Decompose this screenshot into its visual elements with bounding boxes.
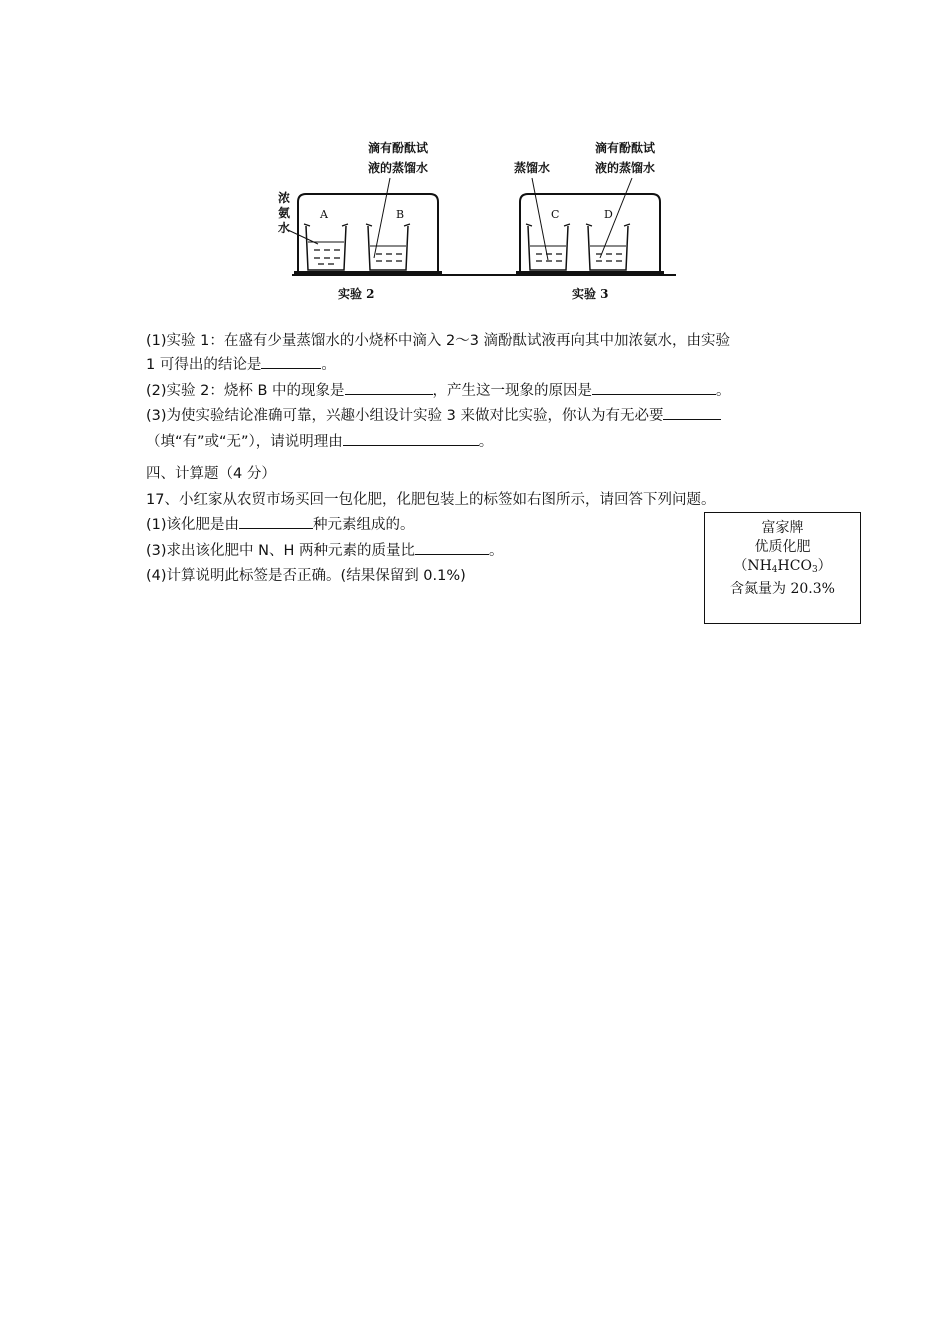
- pointer-line-ammonia: [288, 230, 318, 244]
- answer-blank-mass-ratio[interactable]: [415, 540, 489, 555]
- beaker-d: [586, 224, 630, 270]
- question-2-prefix: (2)实验 2：烧杯 B 中的现象是: [146, 383, 345, 399]
- answer-blank-q3-reason[interactable]: [343, 431, 479, 446]
- formula-close: ）: [817, 558, 832, 574]
- beaker-label-c: C: [551, 208, 560, 221]
- question-1-line-2: [146, 354, 336, 376]
- ammonia-label-2: 氨: [278, 206, 291, 220]
- sub-3-suffix: 。: [489, 543, 504, 559]
- beaker-label-b: B: [396, 208, 405, 221]
- ammonia-label-1: 浓: [278, 191, 291, 205]
- problem-17-sub-4: [146, 565, 466, 587]
- phenol-annotation-line1-right: 滴有酚酞试: [595, 141, 656, 155]
- question-1-prefix: 1 可得出的结论是: [146, 357, 262, 373]
- answer-blank-q3-necessity[interactable]: [663, 405, 721, 420]
- sub-3-prefix: (3)求出该化肥中 N、H 两种元素的质量比: [146, 543, 416, 559]
- formula-subscript-4: 4: [771, 565, 778, 575]
- ammonia-label-3: 水: [278, 221, 291, 235]
- question-1-suffix: 。: [321, 357, 336, 373]
- answer-blank-element-count[interactable]: [239, 514, 313, 529]
- label-brand: 富家牌: [761, 520, 804, 536]
- question-1-text: (1)实验 1：在盛有少量蒸馏水的小烧杯中滴入 2～3 滴酚酞试液再向其中加浓氨水，由实验: [146, 333, 731, 349]
- formula-mid: HCO: [777, 558, 812, 574]
- phenol-annotation-line1: 滴有酚酞试: [368, 141, 429, 155]
- question-2-line: [146, 380, 731, 402]
- question-2-suffix: 。: [716, 383, 731, 399]
- label-formula: [705, 557, 860, 580]
- problem-17-sub-3: [146, 540, 504, 562]
- formula-open: （NH: [733, 558, 772, 574]
- question-3-line-1: [146, 405, 721, 427]
- label-nitrogen-content: 含氮量为 20.3%: [730, 581, 835, 597]
- formula-subscript-3: 3: [811, 565, 818, 575]
- sub-1-prefix: (1)该化肥是由: [146, 517, 240, 533]
- section-heading-text: 四、计算题（4 分）: [146, 466, 276, 482]
- section-4-heading: [146, 463, 276, 485]
- problem-17: [146, 489, 715, 511]
- answer-blank-q2-reason[interactable]: [592, 380, 716, 395]
- sub-4-text: (4)计算说明此标签是否正确。(结果保留到 0.1%): [146, 568, 466, 584]
- beaker-a: [304, 224, 348, 270]
- question-3-prefix: (3)为使实验结论准确可靠，兴趣小组设计实验 3 来做对比实验，你认为有无必要: [146, 408, 664, 424]
- phenol-annotation-line2: 液的蒸馏水: [368, 161, 429, 175]
- question-1-line-1: [146, 330, 730, 352]
- experiment-apparatus-figure: [270, 130, 690, 308]
- beaker-label-d: D: [604, 208, 613, 221]
- caption-experiment-2: 实验 2: [338, 287, 375, 301]
- problem-17-sub-1: [146, 514, 415, 536]
- caption-experiment-3: 实验 3: [572, 287, 609, 301]
- question-2-middle: ，产生这一现象的原因是: [432, 383, 593, 399]
- label-quality: 优质化肥: [754, 539, 811, 555]
- pointer-line-c: [532, 178, 548, 260]
- answer-blank-q2-phenomenon[interactable]: [345, 380, 433, 395]
- question-3-suffix: 。: [478, 434, 494, 450]
- answer-blank-q1[interactable]: [261, 354, 321, 369]
- sub-1-suffix: 种元素组成的。: [313, 517, 415, 533]
- base-plate-exp2: [294, 271, 442, 275]
- question-3-line2-prefix: （填“有”或“无”），请说明理由: [146, 434, 343, 450]
- fertilizer-label-box: [704, 512, 861, 624]
- distilled-annotation: 蒸馏水: [514, 161, 551, 175]
- beaker-c: [526, 224, 570, 270]
- problem-17-text: 17、小红家从农贸市场买回一包化肥，化肥包装上的标签如右图所示，请回答下列问题。: [146, 492, 716, 508]
- beaker-b: [366, 224, 410, 270]
- question-3-line-2: [146, 431, 493, 453]
- beaker-label-a: A: [320, 208, 328, 221]
- base-plate-exp3: [516, 271, 664, 275]
- phenol-annotation-line2-right: 液的蒸馏水: [595, 161, 656, 175]
